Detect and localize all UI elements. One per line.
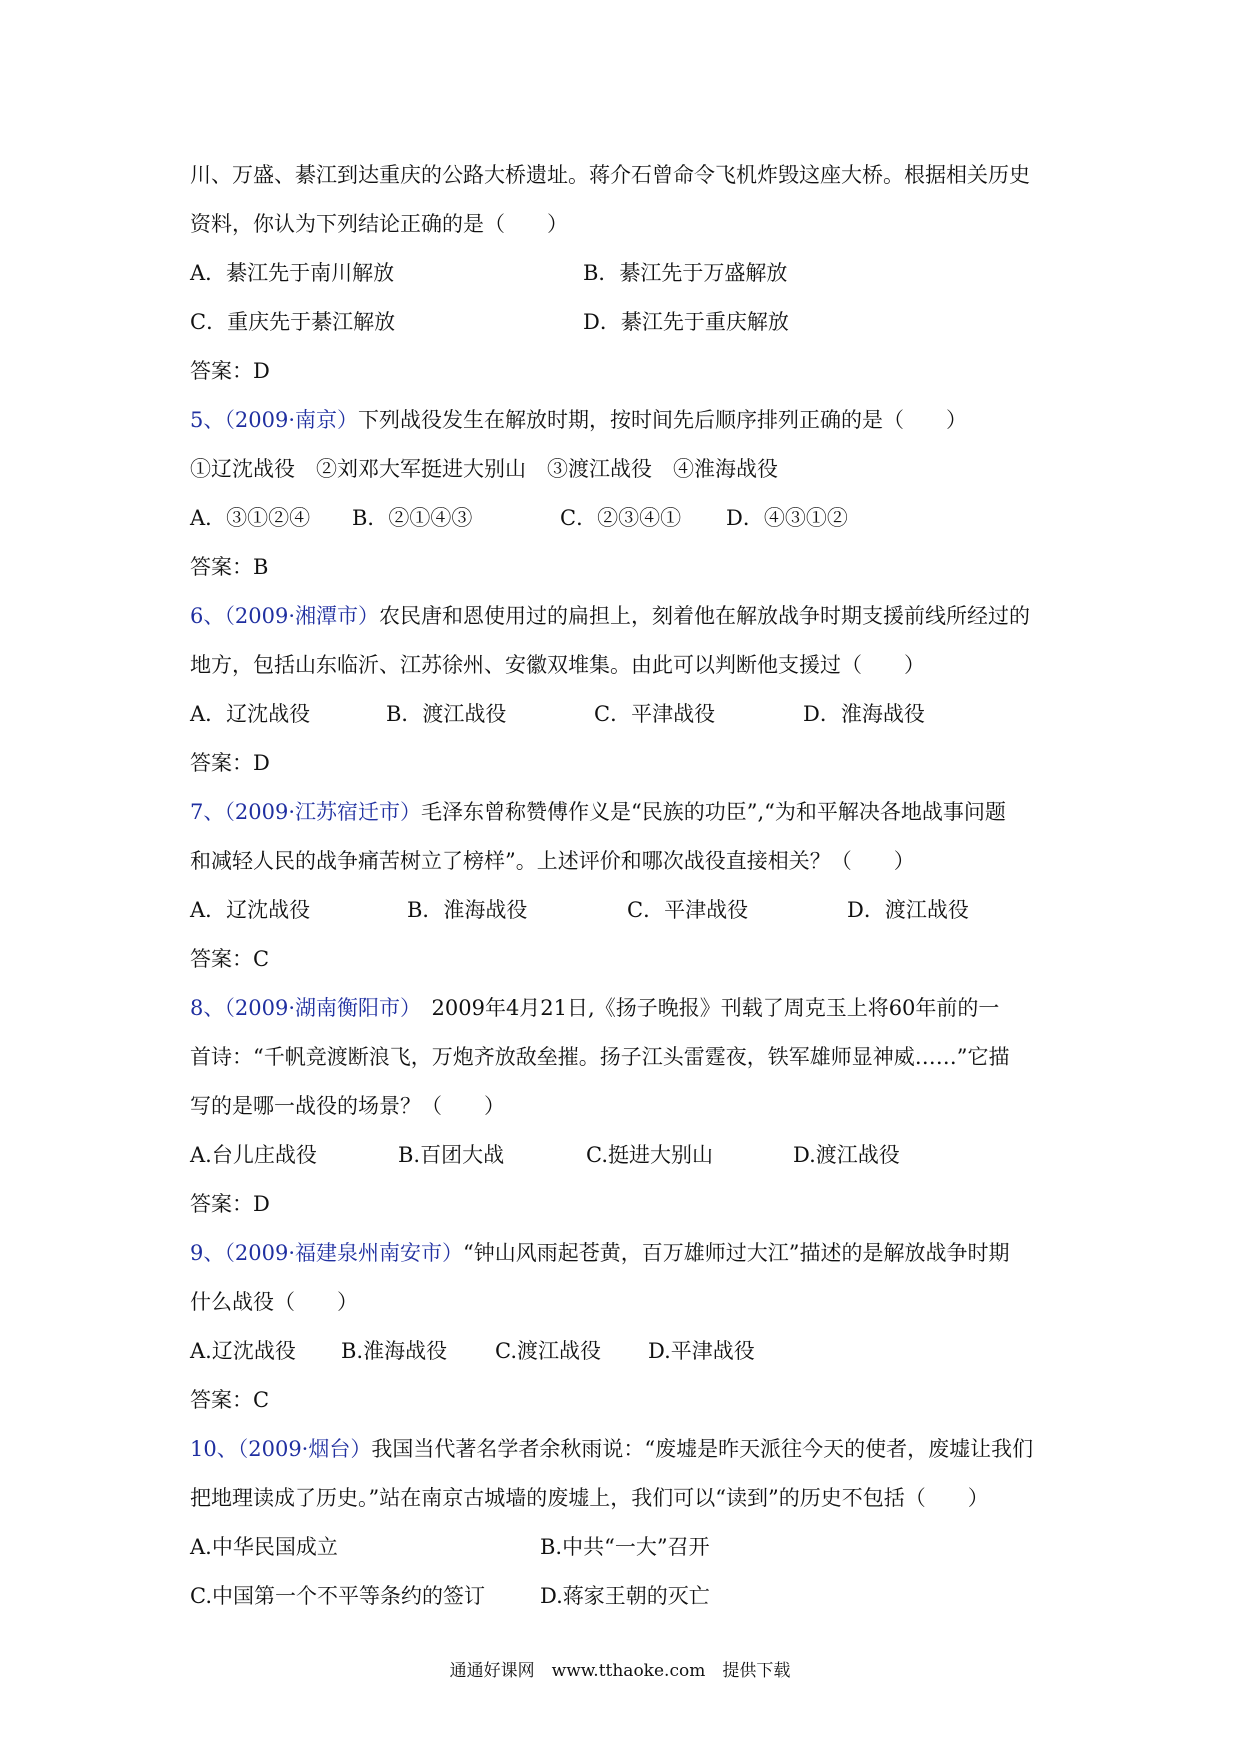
q5-source-tag: （2009·南京） (224, 408, 358, 432)
q6-option-d: D．淮海战役 (803, 702, 925, 726)
q9-stem-line-1 (190, 1238, 1009, 1268)
intro-answer: 答案：D (190, 359, 270, 383)
q9-number: 9、 (190, 1241, 225, 1265)
q9-stem-line-2: 什么战役（ ） (190, 1290, 358, 1314)
q5-option-b: B．②①④③ (352, 506, 473, 530)
q6-stem-line-2: 地方，包括山东临沂、江苏徐州、安徽双堆集。由此可以判断他支援过（ ） (190, 653, 925, 677)
q6-answer: 答案：D (190, 751, 270, 775)
q6-source-tag: （2009·湘潭市） (224, 604, 379, 628)
q5-option-d: D．④③①② (726, 506, 848, 530)
q10-stem-text: 我国当代著名学者余秋雨说：“废墟是昨天派往今天的使者，废墟让我们 (371, 1437, 1034, 1461)
q10-source-tag: （2009·烟台） (237, 1437, 372, 1461)
q6-number: 6、 (190, 604, 225, 628)
q6-stem-text: 农民唐和恩使用过的扁担上，刻着他在解放战争时期支援前线所经过的 (379, 604, 1030, 628)
q5-option-c: C．②③④① (560, 506, 682, 530)
q6-stem-line-1 (190, 601, 1030, 631)
q9-option-c: C.渡江战役 (495, 1339, 601, 1363)
q9-option-d: D.平津战役 (648, 1339, 755, 1363)
q10-option-c: C.中国第一个不平等条约的签订 (190, 1584, 485, 1608)
q5-answer: 答案：B (190, 555, 269, 579)
q10-stem-line-1 (190, 1434, 1033, 1464)
q5-number: 5、 (190, 408, 225, 432)
intro-option-a: A．綦江先于南川解放 (190, 261, 395, 285)
q8-stem-text: 2009年4月21日,《扬子晚报》刊载了周克玉上将60年前的一 (410, 996, 1000, 1020)
q9-source-tag: （2009·福建泉州南安市） (224, 1241, 463, 1265)
page-footer: 通通好课网 www.tthaoke.com 提供下载 (449, 1661, 791, 1681)
intro-line-1: 川、万盛、綦江到达重庆的公路大桥遗址。蒋介石曾命令飞机炸毁这座大桥。根据相关历史 (190, 163, 1030, 187)
q8-option-b: B.百团大战 (398, 1143, 505, 1167)
q8-number: 8、 (190, 996, 225, 1020)
q9-option-a: A.辽沈战役 (190, 1339, 296, 1363)
q5-option-a: A．③①②④ (190, 506, 311, 530)
q7-option-b: B．淮海战役 (407, 898, 528, 922)
q5-stem-text: 下列战役发生在解放时期，按时间先后顺序排列正确的是（ ） (358, 408, 967, 432)
q9-option-b: B.淮海战役 (341, 1339, 448, 1363)
q8-option-a: A.台儿庄战役 (190, 1143, 317, 1167)
q7-stem-text: 毛泽东曾称赞傅作义是“民族的功臣”,“为和平解决各地战事问题 (421, 800, 1006, 824)
q10-option-a: A.中华民国成立 (190, 1535, 338, 1559)
q8-answer: 答案：D (190, 1192, 270, 1216)
q8-source-tag: （2009·湖南衡阳市） (224, 996, 411, 1020)
q10-number: 10、 (190, 1437, 238, 1461)
q8-option-d: D.渡江战役 (793, 1143, 900, 1167)
q5-stem (190, 405, 967, 435)
q8-option-c: C.挺进大别山 (586, 1143, 713, 1167)
q7-option-a: A．辽沈战役 (190, 898, 311, 922)
q7-stem-line-1 (190, 797, 1006, 827)
q6-option-a: A．辽沈战役 (190, 702, 311, 726)
q10-option-d: D.蒋家王朝的灭亡 (540, 1584, 710, 1608)
q10-stem-line-2: 把地理读成了历史。”站在南京古城墙的废墟上，我们可以“读到”的历史不包括（ ） (190, 1486, 989, 1510)
q6-option-c: C．平津战役 (594, 702, 716, 726)
q7-option-c: C．平津战役 (627, 898, 749, 922)
q6-option-b: B．渡江战役 (386, 702, 507, 726)
q8-stem-line-3: 写的是哪一战役的场景？（ ） (190, 1094, 505, 1118)
q8-stem-line-1 (190, 993, 999, 1023)
intro-option-c: C．重庆先于綦江解放 (190, 310, 396, 334)
q5-items: ①辽沈战役 ②刘邓大军挺进大别山 ③渡江战役 ④淮海战役 (190, 457, 778, 481)
intro-option-b: B．綦江先于万盛解放 (583, 261, 788, 285)
q7-source-tag: （2009·江苏宿迁市） (224, 800, 421, 824)
intro-line-2: 资料，你认为下列结论正确的是（ ） (190, 212, 568, 236)
q7-stem-line-2: 和减轻人民的战争痛苦树立了榜样”。上述评价和哪次战役直接相关？（ ） (190, 849, 915, 873)
q9-stem-text: “钟山风雨起苍黄，百万雄师过大江”描述的是解放战争时期 (463, 1241, 1010, 1265)
q7-number: 7、 (190, 800, 225, 824)
q7-option-d: D．渡江战役 (847, 898, 969, 922)
q9-answer: 答案：C (190, 1388, 270, 1412)
intro-option-d: D．綦江先于重庆解放 (583, 310, 789, 334)
q8-stem-line-2: 首诗：“千帆竞渡断浪飞，万炮齐放敌垒摧。扬子江头雷霆夜，铁军雄师显神威……”它描 (190, 1045, 1010, 1069)
q7-answer: 答案：C (190, 947, 270, 971)
q10-option-b: B.中共“一大”召开 (540, 1535, 710, 1559)
